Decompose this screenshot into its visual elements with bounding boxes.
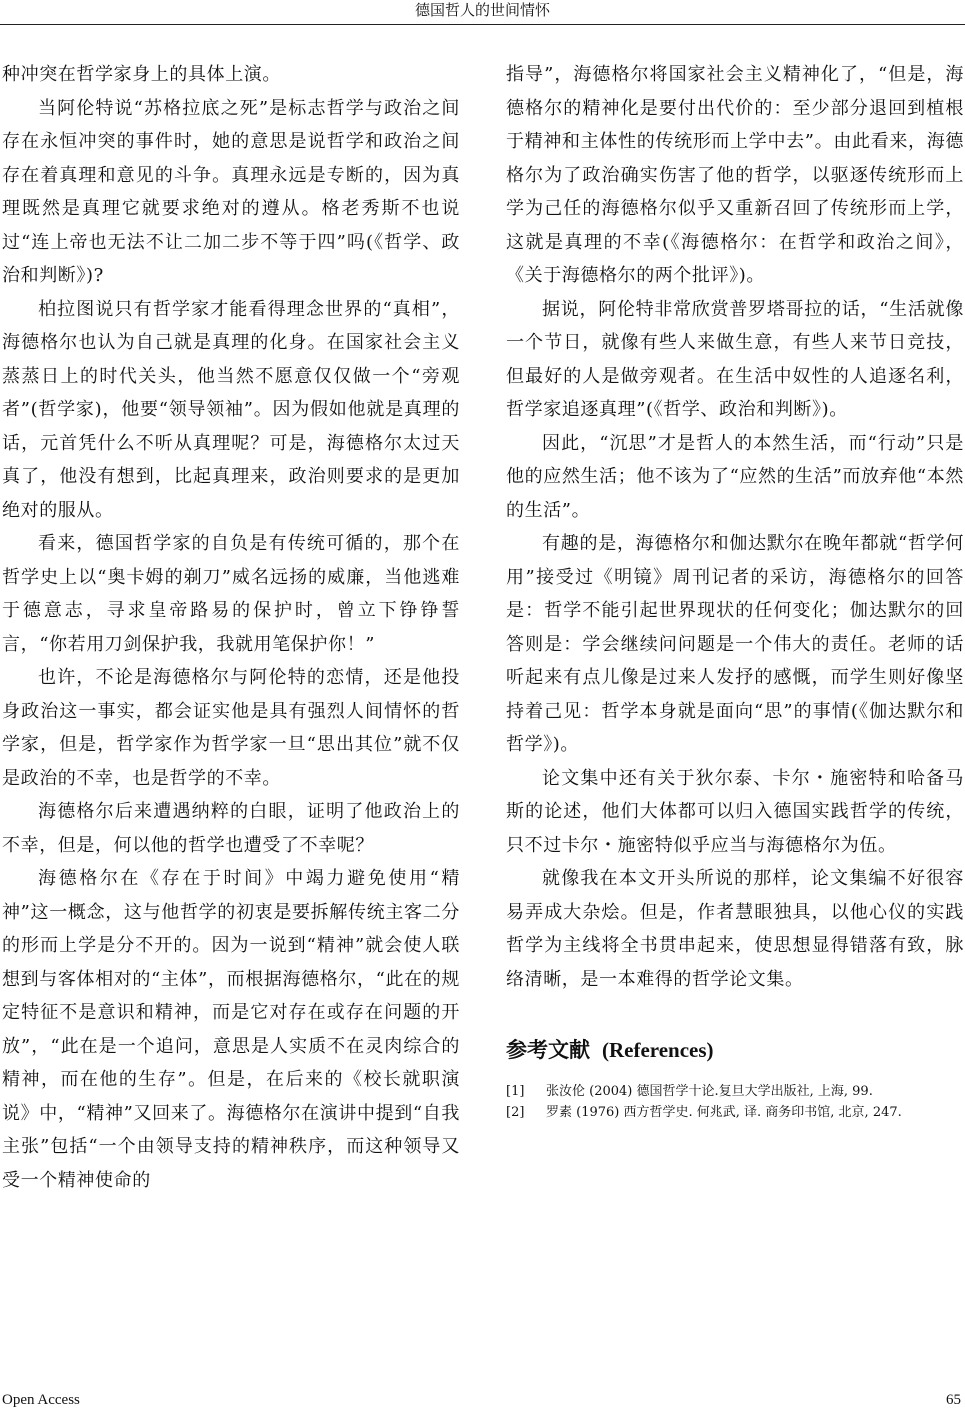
references-heading-cn: 参考文献 (506, 1038, 590, 1062)
page-number: 65 (946, 1392, 961, 1408)
reference-item (506, 1082, 964, 1101)
reference-item (506, 1103, 964, 1122)
footer-journal: Open Access (2, 1392, 80, 1408)
paragraph: 指导”，海德格尔将国家社会主义精神化了，“但是，海德格尔的精神化是要付出代价的：至少部分退回到植根于精神和主体性的传统形而上学中去”。由此看来，海德格尔为了政治确实伤害了他的哲学，以驱逐传统形而上学为己任的海德格尔似乎又重新召回了传统形而上学，这就是真理的不幸(《海德格尔：在哲学和政治之间》，《关于海德格尔的两个批评》)。 (506, 64, 964, 286)
reference-number: [2] (506, 1105, 525, 1120)
paragraph: 就像我在本文开头所说的那样，论文集编不好很容易弄成大杂烩。但是，作者慧眼独具，以他心仪的实践哲学为主线将全书贯串起来，使思想显得错落有致，脉络清晰，是一本难得的哲学论文集。 (506, 868, 964, 990)
left-column (2, 58, 460, 1197)
running-header-title: 德国哲人的世间情怀 (414, 1, 550, 19)
paragraph: 也许，不论是海德格尔与阿伦特的恋情，还是他投身政治这一事实，都会证实他是具有强烈人间情怀的哲学家，但是，哲学家作为哲学家一旦“思出其位”就不仅是政治的不幸，也是哲学的不幸。 (2, 667, 460, 789)
paragraph: 据说，阿伦特非常欣赏普罗塔哥拉的话，“生活就像一个节日，就像有些人来做生意，有些人来节日竞技，但最好的人是做旁观者。在生活中奴性的人追逐名利，哲学家追逐真理”(《哲学、政治和判断》)。 (506, 298, 964, 420)
paragraph: 当阿伦特说“苏格拉底之死”是标志哲学与政治之间存在永恒冲突的事件时，她的意思是说哲学和政治之间存在着真理和意见的斗争。真理永远是专断的，因为真理既然是真理它就要求绝对的遵从。格老秀斯不也说过“连上帝也无法不让二加二步不等于四”吗(《哲学、政治和判断》)? (2, 97, 460, 286)
references-heading (506, 1034, 964, 1064)
references-heading-en: (References) (602, 1038, 714, 1062)
reference-text: 罗素 (1976) 西方哲学史. 何兆武, 译. 商务印书馆, 北京, 247. (546, 1105, 902, 1120)
paragraph: 种冲突在哲学家身上的具体上演。 (2, 64, 281, 85)
reference-text: 张汝伦 (2004) 德国哲学十论.复旦大学出版社, 上海, 99. (546, 1084, 873, 1099)
paragraph: 论文集中还有关于狄尔泰、卡尔・施密特和哈备马斯的论述，他们大体都可以归入德国实践哲学的传统，只不过卡尔・施密特似乎应当与海德格尔为伍。 (506, 767, 964, 856)
paragraph: 柏拉图说只有哲学家才能看得理念世界的“真相”，海德格尔也认为自己就是真理的化身。在国家社会主义蒸蒸日上的时代关头，他当然不愿意仅仅做一个“旁观者”(哲学家)，他要“领导领袖”。因为假如他就是真理的话，元首凭什么不听从真理呢？可是，海德格尔太过天真了，他没有想到，比起真理来，政治则要求的是更加绝对的服从。 (2, 298, 460, 521)
paragraph: 因此，“沉思”才是哲人的本然生活，而“行动”只是他的应然生活；他不该为了“应然的生活”而放弃他“本然的生活”。 (506, 432, 964, 521)
paragraph: 海德格尔后来遭遇纳粹的白眼，证明了他政治上的不幸，但是，何以他的哲学也遭受了不幸呢？ (2, 801, 460, 856)
running-header (0, 0, 965, 25)
paragraph: 有趣的是，海德格尔和伽达默尔在晚年都就“哲学何用”接受过《明镜》周刊记者的采访，海德格尔的回答是：哲学不能引起世界现状的任何变化；伽达默尔的回答则是：学会继续问问题是一个伟大的责任。老师的话听起来有点儿像是过来人发抒的感慨，而学生则好像坚持着己见：哲学本身就是面向“思”的事情(《伽达默尔和哲学》)。 (506, 533, 964, 755)
reference-number: [1] (506, 1084, 525, 1099)
paragraph: 看来，德国哲学家的自负是有传统可循的，那个在哲学史上以“奥卡姆的剃刀”威名远扬的威廉，当他逃难于德意志，寻求皇帝路易的保护时，曾立下铮铮誓言，“你若用刀剑保护我，我就用笔保护你！” (2, 533, 460, 655)
paragraph: 海德格尔在《存在于时间》中竭力避免使用“精神”这一概念，这与他哲学的初衷是要拆解传统主客二分的形而上学是分不开的。因为一说到“精神”就会使人联想到与客体相对的“主体”，而根据海德格尔，“此在的规定特征不是意识和精神，而是它对存在或存在问题的开放”，“此在是一个追问，意思是人实质不在灵肉综合的精神，而在他的生存”。但是，在后来的《校长就职演说》中，“精神”又回来了。海德格尔在演讲中提到“自我主张”包括“一个由领导支持的精神秩序，而这种领导又受一个精神使命的 (2, 868, 460, 1191)
right-column (506, 58, 964, 1124)
